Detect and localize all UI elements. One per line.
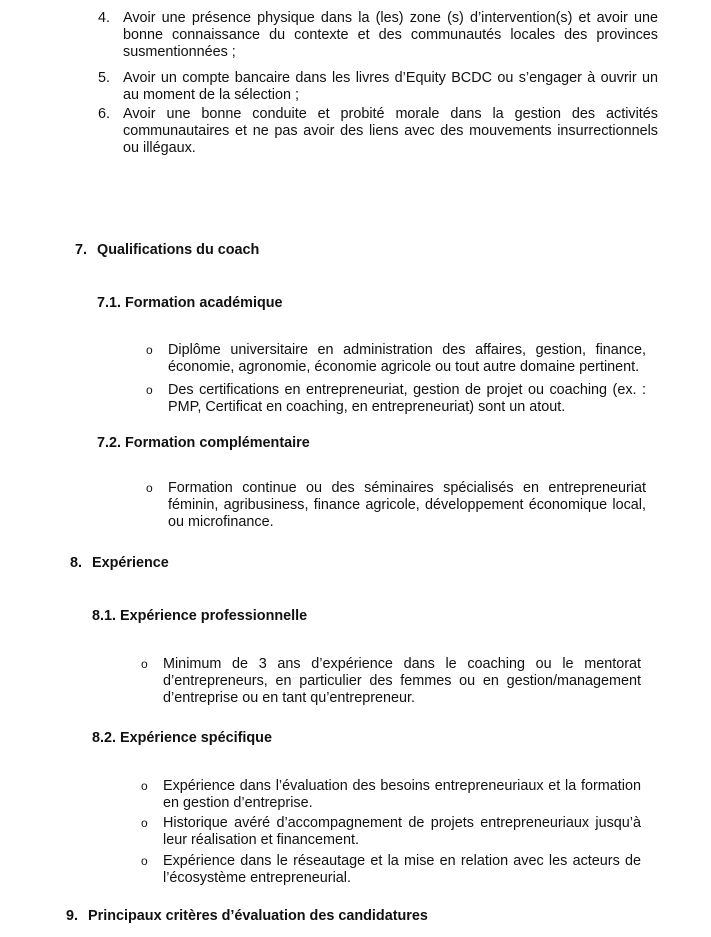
criteria-item-5 bbox=[98, 70, 658, 104]
criteria-number: 5. bbox=[98, 70, 111, 86]
list-item: o Minimum de 3 ans d’expérience dans le coaching ou le mentorat d’entrepreneurs, en particulier des femmes ou en gestion/management d’entreprise ou en tant qu’entrepreneur. bbox=[141, 656, 641, 706]
criteria-text: Avoir une bonne conduite et probité morale dans la gestion des activités communautaires et ne pas avoir des liens avec des mouvements insurrectionnels ou illégaux. bbox=[123, 106, 658, 156]
bullet-icon: o bbox=[146, 383, 153, 397]
criteria-number: 4. bbox=[98, 10, 111, 26]
section-title: Expérience bbox=[92, 555, 169, 571]
subsection-7-1-heading: 7.1. Formation académique bbox=[97, 295, 283, 311]
section-number: 8. bbox=[70, 555, 83, 571]
criteria-text: Avoir une présence physique dans la (les) zone (s) d’intervention(s) et avoir une bonne connaissance du contexte et des communautés locales des provinces susmentionnées ; bbox=[123, 10, 658, 60]
list-item: o Expérience dans l’évaluation des besoins entrepreneuriaux et la formation en gestion d’entreprise. bbox=[141, 778, 641, 811]
section-8-heading bbox=[70, 555, 169, 572]
bullet-icon: o bbox=[141, 854, 148, 868]
section-title: Principaux critères d’évaluation des candidatures bbox=[88, 908, 428, 924]
bullet-icon: o bbox=[141, 816, 148, 830]
criteria-number: 6. bbox=[98, 106, 111, 122]
criteria-item-6 bbox=[98, 106, 658, 157]
criteria-text: Avoir un compte bancaire dans les livres d’Equity BCDC ou s’engager à ouvrir un au moment de la sélection ; bbox=[123, 70, 658, 103]
bullet-icon: o bbox=[146, 481, 153, 495]
criteria-item-4 bbox=[98, 10, 658, 61]
bullet-icon: o bbox=[141, 779, 148, 793]
list-item: o Diplôme universitaire en administration des affaires, gestion, finance, économie, agronomie, économie agricole ou tout autre domaine pertinent. bbox=[146, 342, 646, 375]
list-item: o Formation continue ou des séminaires spécialisés en entrepreneuriat féminin, agribusiness, finance agricole, développement économique local, ou microfinance. bbox=[146, 480, 646, 530]
bullet-icon: o bbox=[141, 657, 148, 671]
list-item: o Historique avéré d’accompagnement de projets entrepreneuriaux jusqu’à leur réalisation et financement. bbox=[141, 815, 641, 848]
section-title: Qualifications du coach bbox=[97, 242, 260, 258]
subsection-8-1-heading: 8.1. Expérience professionnelle bbox=[92, 608, 308, 624]
section-number: 7. bbox=[75, 242, 88, 258]
list-item: o Expérience dans le réseautage et la mise en relation avec les acteurs de l’écosystème entrepreneurial. bbox=[141, 853, 641, 886]
subsection-7-2-heading: 7.2. Formation complémentaire bbox=[97, 435, 310, 451]
section-9-heading bbox=[66, 908, 428, 925]
section-7-heading bbox=[75, 242, 259, 259]
section-number: 9. bbox=[66, 908, 79, 924]
list-item: o Des certifications en entrepreneuriat, gestion de projet ou coaching (ex. : PMP, Certificat en coaching, en entrepreneuriat) sont un atout. bbox=[146, 382, 646, 415]
bullet-icon: o bbox=[146, 343, 153, 357]
subsection-8-2-heading: 8.2. Expérience spécifique bbox=[92, 730, 272, 746]
